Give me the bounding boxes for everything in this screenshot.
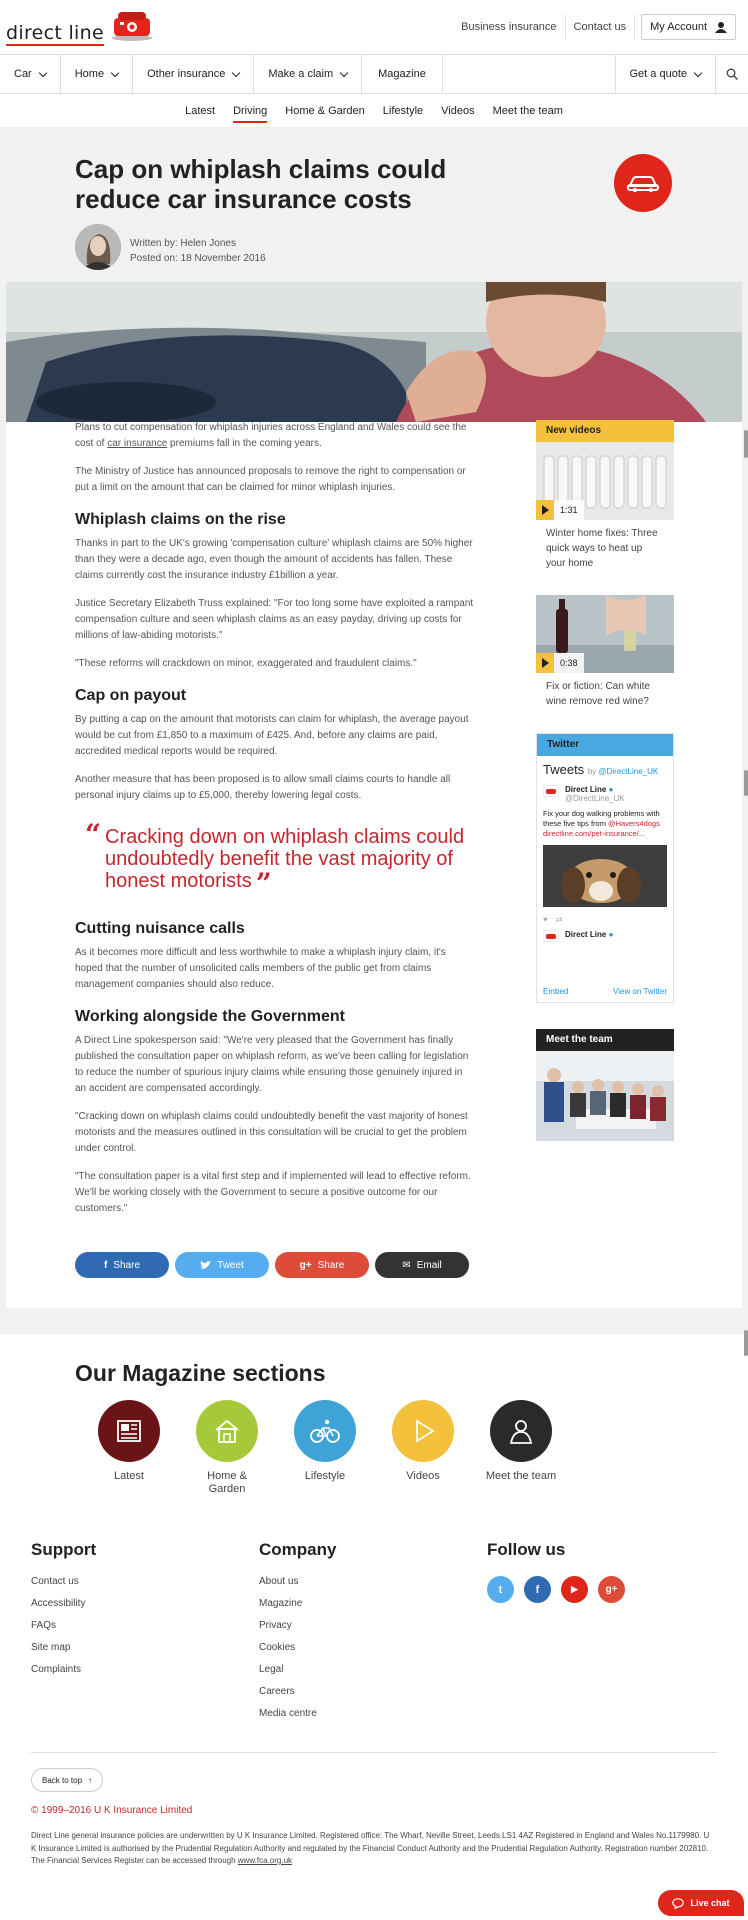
tweet-url-link[interactable]: directline.com/pet-insurance/... — [543, 829, 646, 838]
legal-text — [31, 1830, 711, 1868]
verified-icon: ● — [608, 785, 614, 794]
close-quote-icon: ” — [255, 867, 272, 900]
logo-underline — [6, 44, 104, 46]
new-videos-header: New videos — [536, 420, 674, 442]
article-paragraph: The Ministry of Justice has announced proposals to remove the right to compensation or put a limit on the amount that can be claimed for minor whiplash injuries. — [75, 466, 466, 493]
tweet-body: Fix your dog walking problems with these five tips from — [543, 809, 660, 828]
bicycle-icon — [294, 1400, 356, 1462]
red-phone-icon — [110, 8, 154, 42]
footer-site-map-link[interactable]: Site map — [31, 1642, 71, 1653]
footer-careers-link[interactable]: Careers — [259, 1686, 295, 1697]
article-paragraph: As it becomes more difficult and less worthwhile to make a whiplash injury claim, it's hoped that the number of unsolicited calls members of the public get from claims management companies should also reduce. — [75, 947, 446, 990]
tweet-label: Tweet — [217, 1259, 244, 1271]
meet-the-team-header: Meet the team — [536, 1029, 674, 1051]
subnav-videos[interactable]: Videos — [441, 104, 475, 117]
article-paragraph: "Cracking down on whiplash claims could undoubtedly benefit the vast majority of honest motorists and the measures outlined in this consultation will be crucial to get the problem under control. — [75, 1111, 468, 1154]
heart-icon[interactable]: ♥ — [543, 915, 548, 924]
search-button[interactable] — [715, 55, 748, 93]
google-plus-icon: g+ — [299, 1259, 312, 1271]
scrollbar-thumb[interactable] — [744, 770, 748, 796]
company-title: Company — [259, 1540, 337, 1559]
video-thumbnail-wine[interactable] — [536, 595, 674, 673]
open-quote-icon: “ — [85, 818, 102, 851]
footer-accessibility-link[interactable]: Accessibility — [31, 1598, 86, 1609]
author-avatar — [75, 224, 121, 270]
by-label: by — [587, 767, 597, 776]
back-to-top-button[interactable] — [31, 1768, 103, 1792]
pull-quote-text: Cracking down on whiplash claims could undoubtedly benefit the vast majority of honest motorists — [105, 826, 465, 892]
nav-car[interactable] — [0, 55, 61, 93]
facebook-icon: f — [103, 1259, 108, 1271]
video-play-overlay[interactable] — [536, 653, 584, 673]
section-videos[interactable] — [392, 1400, 454, 1496]
twitter-widget-footer — [543, 987, 667, 996]
tweet-author[interactable] — [537, 779, 673, 809]
article-card — [6, 128, 742, 1308]
chevron-down-icon — [38, 68, 46, 76]
footer-media-centre-link[interactable]: Media centre — [259, 1708, 317, 1719]
chevron-down-icon — [232, 68, 240, 76]
direct-line-avatar — [543, 930, 559, 942]
pull-quote — [85, 818, 475, 900]
email-icon: ✉ — [402, 1259, 411, 1271]
footer-faqs-link[interactable]: FAQs — [31, 1620, 57, 1631]
my-account-label: My Account — [650, 21, 707, 33]
direct-line-logo[interactable] — [6, 8, 156, 46]
section-latest-label: Latest — [114, 1470, 144, 1482]
heading-working-with-government: Working alongside the Government — [75, 1008, 345, 1025]
section-lifestyle[interactable] — [294, 1400, 356, 1496]
share-label: Share — [113, 1259, 141, 1271]
twitter-share-button[interactable] — [175, 1252, 269, 1278]
section-lifestyle-label: Lifestyle — [304, 1470, 346, 1482]
article-paragraph: A Direct Line spokesperson said: "We're very pleased that the Government has finally published the consultation paper on whiplash reform, as we've been calling for legislation to reduce the number of spurious injury claims while ensuring those genuinely injured in an accident are compensated accordingly. — [75, 1035, 469, 1094]
contact-us-link[interactable]: Contact us — [566, 15, 636, 39]
article-header — [6, 128, 742, 282]
meet-the-team-widget[interactable] — [536, 1029, 674, 1141]
footer-privacy-link[interactable]: Privacy — [259, 1620, 292, 1631]
author-name: Helen Jones — [180, 238, 236, 249]
footer-support — [31, 1540, 259, 1730]
nav-right — [615, 55, 748, 93]
share-label: Share — [317, 1259, 345, 1271]
twitter-icon[interactable]: t — [487, 1576, 514, 1603]
tweets-label: Tweets — [543, 762, 585, 777]
footer-contact-us-link[interactable]: Contact us — [31, 1576, 79, 1587]
nav-magazine-label: Magazine — [378, 67, 426, 80]
footer-follow — [487, 1540, 715, 1730]
chevron-down-icon — [694, 68, 702, 76]
footer-complaints-link[interactable]: Complaints — [31, 1664, 82, 1675]
subnav-meet-the-team[interactable]: Meet the team — [492, 104, 563, 117]
search-icon — [726, 68, 738, 80]
intro-text-end: premiums fall in the coming years. — [167, 438, 322, 449]
article-paragraph: Thanks in part to the UK's growing 'compensation culture' whiplash claims are 50% higher than they were a decade ago, even though the amount of accidents has fallen. These claims currently cost the insurance industry £1billion a year. — [75, 538, 473, 581]
footer-divider — [31, 1752, 717, 1753]
user-icon — [715, 21, 727, 33]
chat-bubble-icon — [672, 1898, 684, 1909]
author-photo — [75, 224, 121, 270]
house-icon — [196, 1400, 258, 1462]
article-paragraph: Justice Secretary Elizabeth Truss explained: "For too long some have exploited a rampant compensation culture and seen whiplash claims as an easy payday, driving up costs for millions of law-abiding motorists." — [75, 598, 474, 641]
car-icon — [626, 173, 660, 193]
play-icon — [392, 1400, 454, 1462]
retweet-icon[interactable]: ⇄ — [555, 915, 563, 924]
nav-home[interactable] — [61, 55, 133, 93]
footer-columns — [31, 1540, 721, 1730]
video-card[interactable] — [536, 595, 674, 709]
email-label: Email — [416, 1259, 442, 1271]
written-by-label: Written by: — [130, 238, 178, 249]
chevron-down-icon — [340, 68, 348, 76]
footer-about-us-link[interactable]: About us — [259, 1576, 299, 1587]
heading-nuisance-calls: Cutting nuisance calls — [75, 920, 245, 937]
magazine-subnav — [0, 94, 748, 128]
car-insurance-link[interactable]: car insurance — [107, 438, 168, 449]
video-duration: 0:38 — [554, 653, 584, 673]
main-nav — [0, 54, 748, 94]
get-a-quote-button[interactable] — [615, 55, 716, 93]
section-videos-label: Videos — [406, 1470, 440, 1482]
post-date: 18 November 2016 — [180, 253, 266, 264]
scrollbar-thumb[interactable] — [744, 1330, 748, 1356]
video-card[interactable] — [536, 420, 674, 571]
nav-make-a-claim-label: Make a claim — [268, 68, 334, 80]
google-plus-icon[interactable]: g+ — [598, 1576, 625, 1603]
hero-photo-man-with-neck-pain — [6, 282, 742, 422]
facebook-icon[interactable]: f — [524, 1576, 551, 1603]
magazine-sections — [98, 1400, 561, 1496]
footer-company — [259, 1540, 487, 1730]
tweet-text — [537, 809, 673, 839]
tweet-mention-link[interactable]: @Havers4dogs — [608, 819, 660, 828]
beagle-photo — [543, 845, 667, 907]
tweet-actions — [537, 913, 673, 926]
hero-image — [6, 282, 742, 422]
verified-icon: ● — [608, 930, 614, 939]
footer-cookies-link[interactable]: Cookies — [259, 1642, 296, 1653]
heading-cap-on-payout: Cap on payout — [75, 687, 187, 704]
section-home-garden-label: Home & Garden — [207, 1470, 247, 1495]
team-group-photo — [536, 1051, 674, 1141]
google-plus-share-button[interactable] — [275, 1252, 369, 1278]
article-body — [75, 420, 475, 1229]
newspaper-icon — [98, 1400, 160, 1462]
section-latest[interactable] — [98, 1400, 160, 1496]
twitter-icon — [200, 1261, 211, 1270]
section-meet-the-team-label: Meet the team — [485, 1470, 557, 1482]
support-title: Support — [31, 1540, 97, 1559]
youtube-icon[interactable]: ▶ — [561, 1576, 588, 1603]
arrow-up-icon: ↑ — [88, 1775, 93, 1785]
direct-line-avatar — [543, 785, 559, 797]
twitter-widget — [536, 733, 674, 1003]
nav-other-insurance-label: Other insurance — [147, 68, 226, 80]
video-duration: 1:31 — [554, 500, 584, 520]
posted-on-label: Posted on: — [130, 253, 178, 264]
team-photo[interactable] — [536, 1051, 674, 1141]
video-play-overlay[interactable] — [536, 500, 584, 520]
twitter-handle-link[interactable]: @DirectLine_UK — [598, 767, 659, 776]
chevron-down-icon — [111, 68, 119, 76]
nav-magazine[interactable] — [362, 55, 443, 93]
article-sidebar — [536, 420, 674, 1141]
magazine-sections-title: Our Magazine sections — [75, 1360, 326, 1386]
article-paragraph: "These reforms will crackdown on minor, exaggerated and fraudulent claims." — [75, 658, 417, 669]
get-a-quote-label: Get a quote — [629, 68, 687, 80]
embed-link[interactable]: Embed — [543, 987, 569, 996]
top-links — [453, 14, 736, 40]
heading-whiplash-rise: Whiplash claims on the rise — [75, 511, 286, 528]
article-paragraph: Another measure that has been proposed is to allow small claims courts to handle all personal injury claims up to £5,000, thereby lowering legal costs. — [75, 774, 451, 801]
article-intro — [75, 420, 475, 452]
subnav-home-garden[interactable]: Home & Garden — [285, 104, 365, 117]
intro-text: Plans to cut compensation for whiplash injuries across England and Wales could see the cost of — [75, 422, 467, 449]
author-meta — [130, 236, 266, 266]
nav-make-a-claim[interactable] — [254, 55, 362, 93]
subnav-driving[interactable]: Driving — [233, 105, 267, 123]
subnav-lifestyle[interactable]: Lifestyle — [382, 104, 424, 117]
video-caption[interactable]: Fix or fiction: Can white wine remove red wine? — [546, 681, 650, 707]
play-icon — [536, 653, 554, 673]
view-on-twitter-link[interactable]: View on Twitter — [613, 987, 667, 996]
nav-car-label: Car — [14, 68, 32, 80]
twitter-widget-header: Twitter — [537, 734, 673, 756]
article-background — [0, 128, 748, 1334]
tweet-user-name: Direct Line — [565, 785, 607, 794]
legal-body: Direct Line general insurance policies are underwritten by U K Insurance Limited. Registered office: The Wharf, Neville Street, Leeds LS1 4AZ Registered in England and Wales No.1179980. U K Insurance Limited is authorised by the Prudential Regulation Authority and regulated by the Financial Conduct Authority and the Prudential Regulation Authority. Registration number 202810. The Financial Services Register can be accessed through — [31, 1831, 710, 1865]
share-buttons — [75, 1252, 469, 1278]
article-title: Cap on whiplash claims could reduce car insurance costs — [75, 154, 447, 214]
nav-home-label: Home — [74, 68, 105, 80]
tweet-author-footer[interactable] — [537, 926, 673, 948]
play-icon — [536, 500, 554, 520]
article-paragraph: "The consultation paper is a vital first step and if implemented will lead to effective reform. We'll be working closely with the Government to secure a positive outcome for our customers." — [75, 1171, 471, 1214]
facebook-share-button[interactable] — [75, 1252, 169, 1278]
fca-link[interactable]: www.fca.org.uk — [237, 1856, 293, 1865]
business-insurance-link[interactable]: Business insurance — [453, 15, 565, 39]
tweets-heading — [537, 756, 673, 779]
live-chat-label: Live chat — [690, 1898, 730, 1908]
live-chat-button[interactable] — [658, 1890, 744, 1916]
back-to-top-label: Back to top — [42, 1775, 83, 1785]
email-share-button[interactable] — [375, 1252, 469, 1278]
footer-magazine-link[interactable]: Magazine — [259, 1598, 303, 1609]
footer-legal-link[interactable]: Legal — [259, 1664, 284, 1675]
car-category-badge — [614, 154, 672, 212]
tweet-user-handle: @DirectLine_UK — [565, 794, 625, 803]
copyright: © 1999–2016 U K Insurance Limited — [31, 1805, 193, 1816]
follow-us-title: Follow us — [487, 1540, 566, 1559]
tweet-footer-user-name: Direct Line — [565, 930, 607, 939]
nav-other-insurance[interactable] — [133, 55, 254, 93]
section-home-garden[interactable] — [196, 1400, 258, 1496]
scrollbar-thumb[interactable] — [744, 430, 748, 458]
site-header — [0, 0, 748, 54]
person-icon — [490, 1400, 552, 1462]
article-paragraph: By putting a cap on the amount that motorists can claim for whiplash, the average payout would be cut from £1,850 to a maximum of £425. And, before any claims are paid, accredited medical reports would be required. — [75, 714, 469, 757]
my-account-button[interactable] — [641, 14, 736, 40]
section-meet-the-team[interactable] — [481, 1400, 561, 1496]
video-thumbnail-radiator[interactable] — [536, 442, 674, 520]
tweet-image-beagle[interactable] — [543, 845, 667, 907]
logo-text: direct line — [6, 22, 104, 44]
social-links — [487, 1576, 715, 1603]
video-caption[interactable]: Winter home fixes: Three quick ways to heat up your home — [546, 528, 658, 569]
subnav-latest[interactable]: Latest — [185, 104, 216, 117]
